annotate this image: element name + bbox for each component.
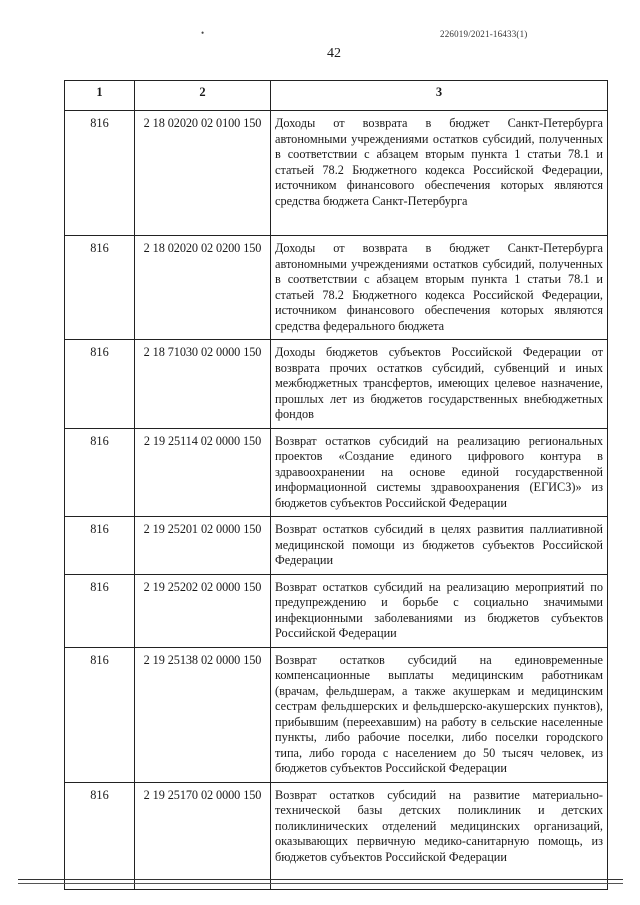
income-description-cell: Возврат остатков субсидий на реализацию региональных проектов «Создание единого цифрового контура в здравоохранении на основе единой государственной информационной системы здравоохранения (ЕГИСЗ)» из бюджетов субъектов Российской Федерации — [271, 428, 608, 517]
income-description-cell: Возврат остатков субсидий на реализацию мероприятий по предупреждению и борьбе с социально значимыми инфекционными заболеваниями из бюджетов субъектов Российской Федерации — [271, 574, 608, 647]
admin-code-cell: 816 — [65, 647, 135, 782]
budget-classification-code-cell: 2 18 02020 02 0100 150 — [135, 111, 271, 236]
income-description-cell: Доходы от возврата в бюджет Санкт-Петербурга автономными учреждениями остатков субсидий, полученных в соответствии с абзацем вторым пункта 1 статьи 78.1 и статьей 78.2 Бюджетного кодекса Российской Федерации, источником финансового обеспечения которых являются средства федерального бюджета — [271, 236, 608, 340]
admin-code-cell: 816 — [65, 236, 135, 340]
income-description-cell: Возврат остатков субсидий в целях развития паллиативной медицинской помощи из бюджетов субъектов Российской Федерации — [271, 517, 608, 575]
column-header-1: 1 — [65, 81, 135, 111]
income-description-cell: Возврат остатков субсидий на развитие материально-технической базы детских поликлиник и детских поликлинических отделений медицинских организаций, оказывающих первичную медико-санитарную помощь, из бюджетов субъектов Российской Федерации — [271, 782, 608, 889]
document-registration-number: 226019/2021-16433(1) — [440, 29, 528, 39]
income-description-cell: Доходы от возврата в бюджет Санкт-Петербурга автономными учреждениями остатков субсидий, полученных в соответствии с абзацем вторым пункта 1 статьи 78.1 и статьей 78.2 Бюджетного кодекса Российской Федерации, источником финансового обеспечения которых являются средства бюджета Санкт-Петербурга — [271, 111, 608, 236]
scan-edge-line — [18, 879, 623, 880]
budget-classification-code-cell: 2 19 25170 02 0000 150 — [135, 782, 271, 889]
budget-classification-code-cell: 2 19 25202 02 0000 150 — [135, 574, 271, 647]
table-row — [65, 111, 608, 236]
budget-classification-code-cell: 2 18 71030 02 0000 150 — [135, 340, 271, 429]
admin-code-cell: 816 — [65, 428, 135, 517]
column-header-3: 3 — [271, 81, 608, 111]
income-description-cell: Возврат остатков субсидий на единовременные компенсационные выплаты медицинским работникам (врачам, фельдшерам, а также акушеркам и медицинским сестрам фельдшерских и фельдшерско-акушерских пунктов), прибывшим (переехавшим) на работу в сельские населенные пункты, либо рабочие поселки, либо поселки городского типа, либо города с населением до 50 тысяч человек, из бюджетов субъектов Российской Федерации — [271, 647, 608, 782]
budget-classification-code-cell: 2 18 02020 02 0200 150 — [135, 236, 271, 340]
budget-classification-code-cell: 2 19 25114 02 0000 150 — [135, 428, 271, 517]
admin-code-cell: 816 — [65, 340, 135, 429]
income-description-cell: Доходы бюджетов субъектов Российской Федерации от возврата прочих остатков субсидий, субвенций и иных межбюджетных трансфертов, имеющих целевое назначение, прошлых лет из бюджетов государственных внебюджетных фондов — [271, 340, 608, 429]
budget-classification-code-cell: 2 19 25138 02 0000 150 — [135, 647, 271, 782]
admin-code-cell: 816 — [65, 517, 135, 575]
table-row — [65, 574, 608, 647]
table-row — [65, 647, 608, 782]
table-header-row — [65, 81, 608, 111]
budget-codes-table — [64, 80, 608, 890]
column-header-2: 2 — [135, 81, 271, 111]
scan-edge-line — [18, 883, 623, 884]
admin-code-cell: 816 — [65, 111, 135, 236]
scan-mark: • — [201, 28, 205, 38]
table-row — [65, 340, 608, 429]
table-row — [65, 517, 608, 575]
budget-classification-code-cell: 2 19 25201 02 0000 150 — [135, 517, 271, 575]
page-number: 42 — [327, 46, 341, 61]
table-row — [65, 428, 608, 517]
table-row — [65, 782, 608, 889]
admin-code-cell: 816 — [65, 782, 135, 889]
admin-code-cell: 816 — [65, 574, 135, 647]
table-row — [65, 236, 608, 340]
